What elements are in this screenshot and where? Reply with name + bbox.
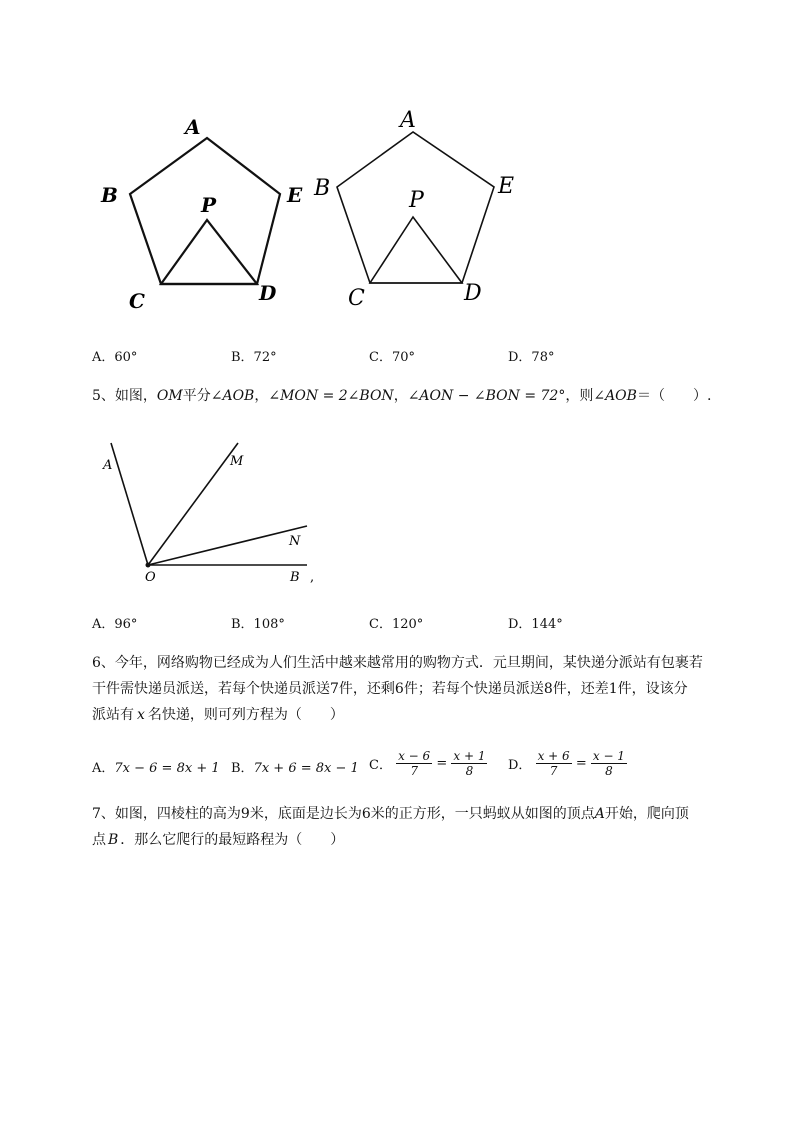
q6-option-a	[92, 757, 220, 776]
label-d: D	[259, 281, 277, 305]
label-b: B	[314, 176, 331, 201]
q5-option-d: D．144°	[508, 617, 563, 632]
q7-line-1-post: 开始，爬向顶	[604, 806, 689, 822]
q5-angle-aob-2: ∠AOB	[593, 388, 637, 404]
q6-option-d	[508, 749, 627, 778]
label-n: N	[289, 534, 301, 549]
q7-vertex-b: B	[108, 832, 119, 848]
q6-option-c-fraction-left	[396, 749, 432, 778]
label-e: E	[287, 183, 303, 207]
triangle-pcd-left	[161, 220, 257, 284]
label-o: O	[145, 570, 156, 585]
q6-option-c-label: C．	[369, 758, 392, 773]
q7-line-1-pre: 7、如图，四棱柱的高为9米，底面是边长为6米的正方形，一只蚂蚁从如图的顶点	[92, 806, 595, 822]
q5-option-c: C．120°	[369, 617, 424, 632]
q6-line-2: 干件需快递员派送，若每个快递员派送7件，还剩6件；若每个快递员派送8件，还差1件，设该分	[92, 681, 688, 697]
ray-oa	[111, 443, 148, 565]
angle-figure	[95, 435, 335, 585]
q7-line-1	[92, 801, 689, 827]
label-a: A	[185, 115, 201, 139]
label-m: M	[230, 454, 244, 469]
fraction-numerator: x − 1	[592, 749, 625, 763]
q6-line-3-post: 名快递，则可列方程为（ ）	[147, 707, 344, 723]
q4-option-c: C．70°	[369, 350, 415, 365]
fraction-denominator: 8	[605, 764, 613, 778]
q5-tail: ＝（ ）.	[636, 388, 712, 404]
q6-variable-x: x	[137, 707, 145, 723]
q5-equation-1: ∠MON = 2∠BON	[268, 388, 394, 404]
q6-line-3	[92, 702, 344, 728]
label-p: P	[201, 193, 217, 217]
q5-sep3: ，则	[565, 388, 594, 404]
label-e: E	[498, 174, 515, 199]
label-comma: ,	[310, 570, 315, 585]
q5-option-b: B．108°	[231, 617, 285, 632]
q5-angle-aob: ∠AOB	[210, 388, 255, 404]
q5-prefix: 5、如图，	[92, 388, 157, 404]
pentagon-figure-right	[310, 105, 540, 315]
q4-option-a: A．60°	[92, 350, 138, 365]
q7-vertex-a: A	[594, 806, 605, 822]
q4-option-d: D．78°	[508, 350, 555, 365]
label-b: B	[290, 570, 300, 585]
q6-option-c	[369, 749, 487, 778]
q6-option-a-expr: 7x − 6 = 8x + 1	[114, 761, 220, 776]
fraction-denominator: 8	[465, 764, 474, 778]
q6-line-3-pre: 派站有	[92, 707, 134, 723]
fraction-denominator: 7	[549, 764, 558, 778]
equals-sign: =	[436, 756, 448, 771]
q5-sep2: ，	[393, 388, 408, 404]
label-b: B	[101, 183, 118, 207]
q6-option-b	[231, 757, 359, 776]
pentagon-figure-left	[95, 108, 315, 318]
q5-question	[92, 383, 711, 409]
label-c: C	[129, 289, 145, 313]
q6-option-a-label: A．	[92, 761, 115, 776]
q7-line-2-pre: 点	[92, 832, 106, 848]
q6-option-d-fraction-right	[591, 749, 627, 778]
q7-line-2-post: ．那么它爬行的最短路程为（ ）	[120, 832, 345, 848]
q6-option-b-label: B．	[231, 761, 254, 776]
q5-om: OM	[156, 388, 183, 404]
fraction-numerator: x + 6	[537, 749, 570, 763]
q5-sep1: ，	[254, 388, 269, 404]
q5-equation-2: ∠AON − ∠BON = 72°	[407, 388, 566, 404]
label-d: D	[464, 281, 482, 306]
fraction-numerator: x + 1	[453, 749, 486, 763]
triangle-pcd-right	[370, 217, 462, 283]
q6-option-d-label: D．	[508, 758, 532, 773]
fraction-numerator: x − 6	[398, 749, 431, 763]
q6-option-c-fraction-right	[451, 749, 487, 778]
q5-mid1: 平分	[182, 388, 211, 404]
label-c: C	[348, 286, 365, 311]
fraction-denominator: 7	[410, 764, 418, 778]
q7-line-2	[92, 827, 344, 853]
label-p: P	[409, 188, 424, 213]
label-a: A	[103, 458, 113, 473]
q6-option-d-fraction-left	[536, 749, 572, 778]
label-a: A	[400, 108, 416, 133]
q4-option-b: B．72°	[231, 350, 277, 365]
q6-line-1: 6、今年，网络购物已经成为人们生活中越来越常用的购物方式．元旦期间，某快递分派站有包裹若	[92, 655, 703, 671]
q5-option-a: A．96°	[92, 617, 138, 632]
q6-option-b-expr: 7x + 6 = 8x − 1	[253, 761, 359, 776]
equals-sign: =	[575, 756, 587, 771]
point-o	[146, 563, 151, 568]
